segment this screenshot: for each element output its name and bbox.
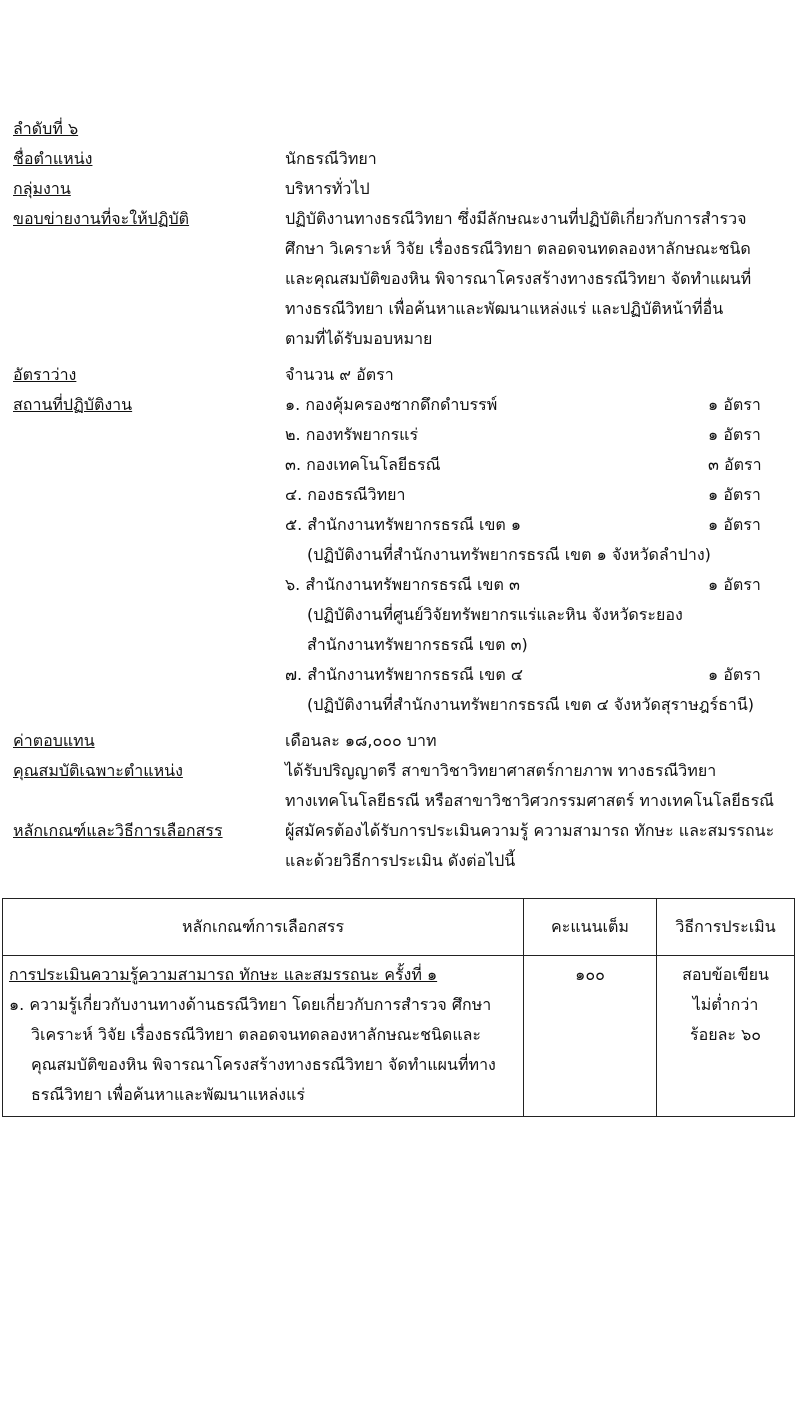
vacancies-row — [13, 360, 793, 390]
location-name: ๕. สำนักงานทรัพยากรธรณี เขต ๑ — [285, 515, 522, 534]
criteria-label: หลักเกณฑ์และวิธีการเลือกสรร — [13, 821, 223, 840]
location-name: ๔. กองธรณีวิทยา — [285, 485, 406, 504]
group-value: บริหารทั่วไป — [285, 179, 370, 198]
assessment-item-line: คุณสมบัติของหิน พิจารณาโครงสร้างทางธรณีวิทยา จัดทำแผนที่ทาง — [31, 1055, 496, 1074]
location-item — [285, 450, 793, 480]
qualification-row — [13, 756, 793, 816]
location-rate: ๑ อัตรา — [708, 485, 761, 504]
location-rate: ๑ อัตรา — [708, 395, 761, 414]
location-item — [285, 570, 793, 600]
assessment-item-line: ธรณีวิทยา เพื่อค้นหาและพัฒนาแหล่งแร่ — [31, 1085, 305, 1104]
criteria-row — [13, 816, 793, 876]
selection-criteria-table — [2, 898, 795, 1117]
method-line: ร้อยละ ๖๐ — [690, 1025, 761, 1044]
order-label: ลำดับที่ ๖ — [13, 119, 79, 138]
qualification-line: ได้รับปริญญาตรี สาขาวิชาวิทยาศาสตร์กายภาพ ทางธรณีวิทยา — [285, 761, 717, 780]
location-name: ๓. กองเทคโนโลยีธรณี — [285, 455, 441, 474]
pay-label: ค่าตอบแทน — [13, 731, 95, 750]
assessment-item: ๑. ความรู้เกี่ยวกับงานทางด้านธรณีวิทยา โดยเกี่ยวกับการสำรวจ ศึกษา — [9, 995, 492, 1014]
location-note: สำนักงานทรัพยากรธรณี เขต ๓) — [307, 635, 528, 654]
vacancies-value: จำนวน ๙ อัตรา — [285, 365, 394, 384]
location-rate: ๑ อัตรา — [708, 575, 761, 594]
location-item — [285, 660, 793, 690]
locations-list — [285, 390, 793, 720]
assessment-title: การประเมินความรู้ความสามารถ ทักษะ และสมรรถนะ ครั้งที่ ๑ — [9, 965, 438, 984]
group-row — [13, 174, 793, 204]
method-line: ไม่ต่ำกว่า — [692, 995, 759, 1014]
pay-value: เดือนละ ๑๘,๐๐๐ บาท — [285, 731, 437, 750]
header-full-score: คะแนนเต็ม — [524, 899, 657, 956]
criteria-line: และด้วยวิธีการประเมิน ดังต่อไปนี้ — [285, 851, 516, 870]
qualification-label: คุณสมบัติเฉพาะตำแหน่ง — [13, 761, 183, 780]
table-row — [3, 956, 795, 1117]
location-item — [285, 510, 793, 540]
locations-label: สถานที่ปฏิบัติงาน — [13, 395, 133, 414]
location-rate: ๓ อัตรา — [708, 455, 762, 474]
location-rate: ๑ อัตรา — [708, 665, 761, 684]
table-header-row — [3, 899, 795, 956]
location-name: ๖. สำนักงานทรัพยากรธรณี เขต ๓ — [285, 575, 520, 594]
location-note: (ปฏิบัติงานที่ศูนย์วิจัยทรัพยากรแร่และหิน จังหวัดระยอง — [307, 605, 683, 624]
header-criteria: หลักเกณฑ์การเลือกสรร — [3, 899, 524, 956]
location-item — [285, 420, 793, 450]
scope-line: ศึกษา วิเคราะห์ วิจัย เรื่องธรณีวิทยา ตลอดจนทดลองหาลักษณะชนิด — [285, 239, 751, 258]
location-rate: ๑ อัตรา — [708, 515, 761, 534]
document-body — [13, 114, 793, 876]
header-method: วิธีการประเมิน — [657, 899, 795, 956]
scope-line: ตามที่ได้รับมอบหมาย — [285, 329, 433, 348]
scope-line: ทางธรณีวิทยา เพื่อค้นหาและพัฒนาแหล่งแร่ และปฏิบัติหน้าที่อื่น — [285, 299, 724, 318]
locations-row — [13, 390, 793, 720]
group-label: กลุ่มงาน — [13, 179, 71, 198]
position-row — [13, 144, 793, 174]
full-score: ๑๐๐ — [575, 965, 605, 984]
location-item — [285, 390, 793, 420]
position-value: นักธรณีวิทยา — [285, 149, 377, 168]
position-label: ชื่อตำแหน่ง — [13, 149, 93, 168]
criteria-line: ผู้สมัครต้องได้รับการประเมินความรู้ ความสามารถ ทักษะ และสมรรถนะ — [285, 821, 775, 840]
location-note: (ปฏิบัติงานที่สำนักงานทรัพยากรธรณี เขต ๑ จังหวัดลำปาง) — [307, 545, 711, 564]
vacancies-label: อัตราว่าง — [13, 365, 77, 384]
scope-line: และคุณสมบัติของหิน พิจารณาโครงสร้างทางธรณีวิทยา จัดทำแผนที่ — [285, 269, 752, 288]
location-name: ๗. สำนักงานทรัพยากรธรณี เขต ๔ — [285, 665, 523, 684]
location-item — [285, 480, 793, 510]
location-note: (ปฏิบัติงานที่สำนักงานทรัพยากรธรณี เขต ๔ จังหวัดสุราษฎร์ธานี) — [307, 695, 755, 714]
scope-label: ขอบข่ายงานที่จะให้ปฏิบัติ — [13, 209, 190, 228]
scope-line: ปฏิบัติงานทางธรณีวิทยา ซึ่งมีลักษณะงานที่ปฏิบัติเกี่ยวกับการสำรวจ — [285, 209, 747, 228]
assessment-item-line: วิเคราะห์ วิจัย เรื่องธรณีวิทยา ตลอดจนทดลองหาลักษณะชนิดและ — [31, 1025, 482, 1044]
location-name: ๑. กองคุ้มครองซากดึกดำบรรพ์ — [285, 395, 498, 414]
location-rate: ๑ อัตรา — [708, 425, 761, 444]
qualification-line: ทางเทคโนโลยีธรณี หรือสาขาวิชาวิศวกรรมศาสตร์ ทางเทคโนโลยีธรณี — [285, 791, 774, 810]
scope-row — [13, 204, 793, 354]
pay-row — [13, 726, 793, 756]
location-name: ๒. กองทรัพยากรแร่ — [285, 425, 419, 444]
method-line: สอบข้อเขียน — [682, 965, 769, 984]
